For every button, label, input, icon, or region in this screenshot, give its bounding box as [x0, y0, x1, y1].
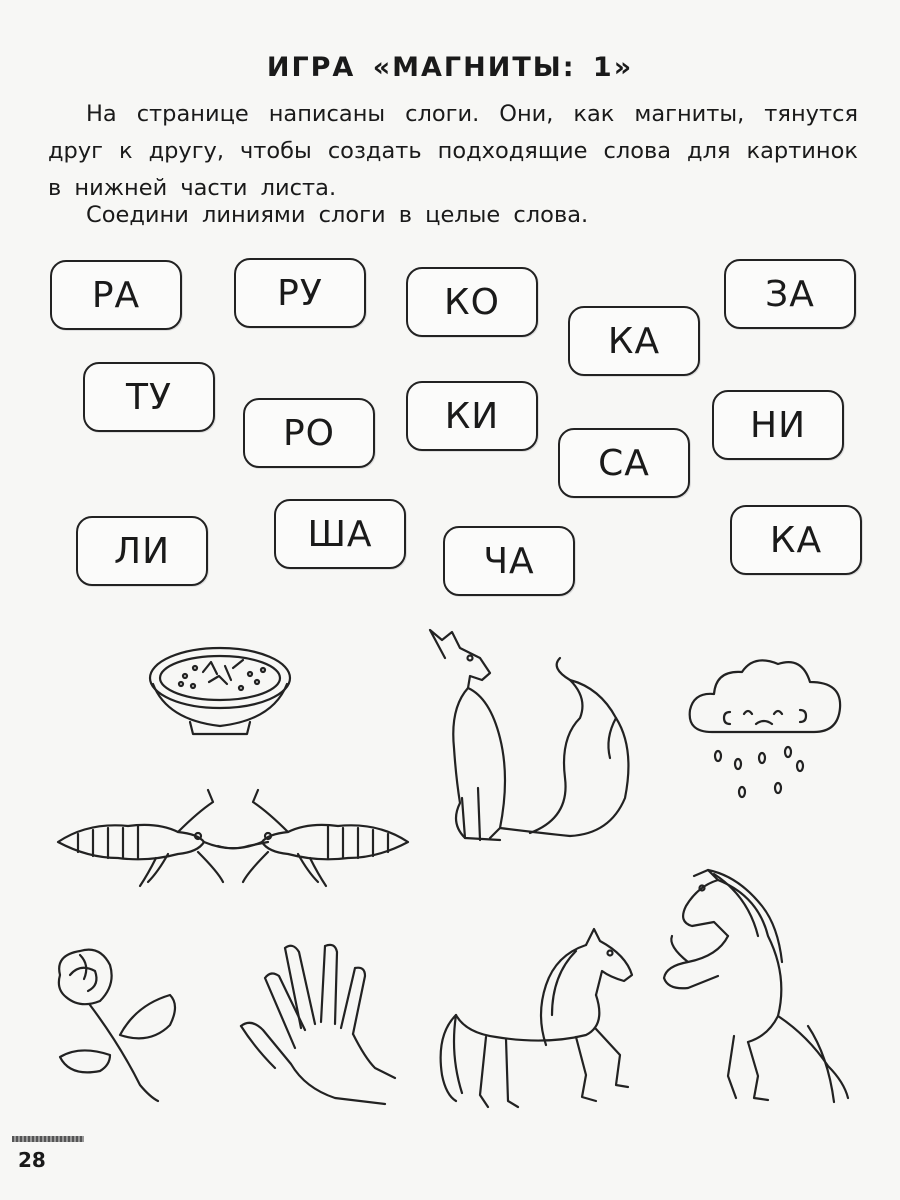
syllable-card-ki[interactable]: КИ — [406, 381, 538, 451]
rain-cloud-icon — [682, 652, 852, 802]
crayfish-pair-icon — [48, 782, 418, 892]
syllable-card-cha[interactable]: ЧА — [443, 526, 575, 596]
palm-hand-icon — [235, 938, 400, 1108]
page-title: ИГРА «МАГНИТЫ: 1» — [266, 52, 634, 83]
intro-paragraph: На странице написаны слоги. Они, как магниты, тянутся друг к другу, чтобы создать подходящие слова для картинок в нижней части листа. — [48, 101, 858, 201]
syllable-card-ru[interactable]: РУ — [234, 258, 366, 328]
horse-standing-icon — [436, 925, 646, 1115]
horse-rearing-icon — [658, 866, 853, 1106]
porridge-bowl-icon — [145, 638, 295, 738]
task-paragraph: Соедини линиями слоги в целые слова. — [86, 202, 589, 228]
rose-icon — [40, 945, 190, 1105]
syllable-card-li[interactable]: ЛИ — [76, 516, 208, 586]
page-number: 28 — [18, 1148, 46, 1172]
page-number-bar — [12, 1136, 84, 1142]
syllable-card-tu[interactable]: ТУ — [83, 362, 215, 432]
syllable-card-ko[interactable]: КО — [406, 267, 538, 337]
syllable-card-ka-2[interactable]: КА — [730, 505, 862, 575]
syllable-card-ni[interactable]: НИ — [712, 390, 844, 460]
syllable-card-za[interactable]: ЗА — [724, 259, 856, 329]
syllable-card-ro[interactable]: РО — [243, 398, 375, 468]
syllable-card-ra[interactable]: РА — [50, 260, 182, 330]
fox-icon — [420, 628, 640, 858]
syllable-card-ka-1[interactable]: КА — [568, 306, 700, 376]
syllable-card-sha[interactable]: ША — [274, 499, 406, 569]
syllable-card-sa[interactable]: СА — [558, 428, 690, 498]
